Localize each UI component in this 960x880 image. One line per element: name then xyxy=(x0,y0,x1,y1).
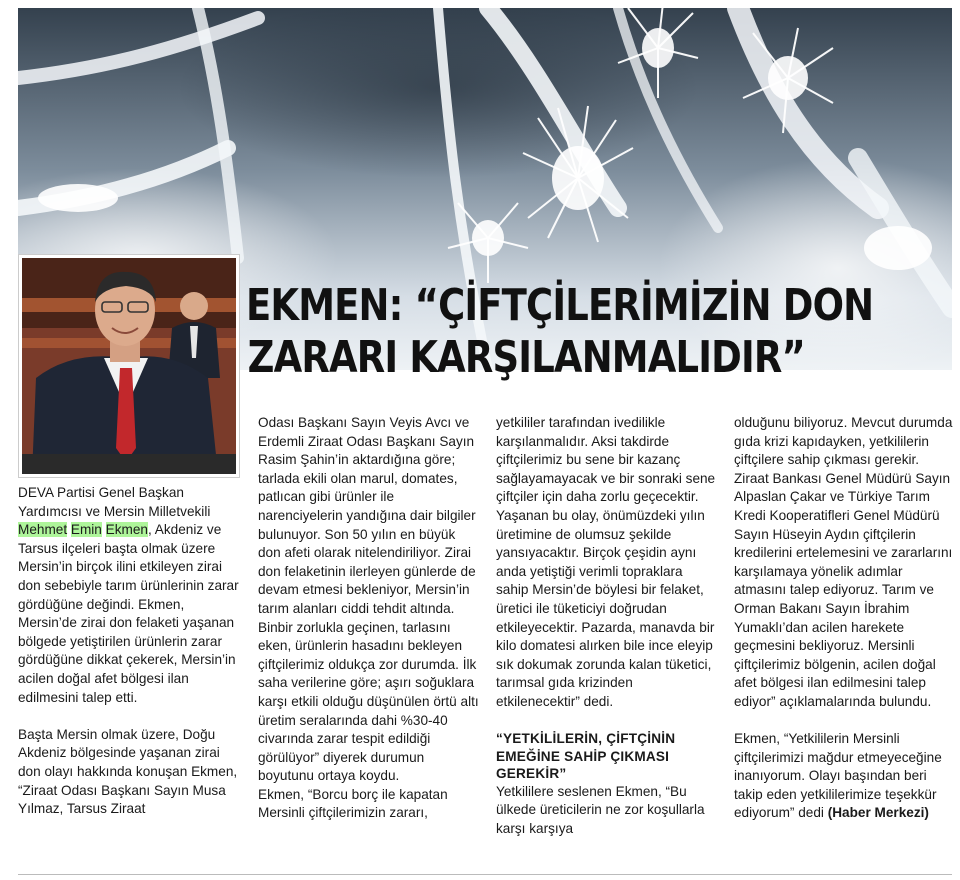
paragraph: Odası Başkanı Sayın Veyis Avcı ve Erdemli Ziraat Odası Başkanı Sayın Rasim Şahin’in aktardığına göre; tarlada ekili olan marul, domates, patlıcan gibi ürünler ile narenciyelerin yandığına dair bilgiler bulunuyor. Son 50 yılın en büyük don afeti olarak nitelendiriliyor. Zirai don felaketinin ilerleyen günlerde de devam etmesi bekleniyor, Mersin’in tarım alanları ciddi tehdit altında. Binbir zorlukla geçinen, tarlasını eken, ürünlerin hasadını bekleyen çiftçilerimiz oldukça zor durumda. İlk saha verilerine göre; aşırı soğuklara karşı etkili olduğu düşünülen örtü altı üretim seralarında dahi %30-40 civarında zarar tespit edildiği görülüyor” diyerek durumun boyutunu ortaya koydu. xyxy=(258,415,479,784)
headline-line-2: ZARARI KARŞILANMALIDIR” xyxy=(247,332,805,383)
politician-portrait-image xyxy=(22,258,236,474)
highlighted-name: Emin xyxy=(70,522,102,538)
paragraph: Yetkililere seslenen Ekmen, “Bu ülkede üreticilerin ne zor koşullarla karşı karşıya xyxy=(496,783,705,837)
paragraph: olduğunu biliyoruz. Mevcut durumda gıda krizi kapıdayken, yetkililerin çiftçilere sahip çıkması gerekir. Ziraat Bankası Genel Müdürü Sayın Alpaslan Çakar ve Türkiye Tarım Kredi Kooperatifleri Genel Müdürü Sayın Hüseyin Aydın çiftçilerin kredilerini ertelemesini ve zararlarını karşılamaya yönelik adımlar atmasını talep ediyoruz. Tarım ve Orman Bakanı Sayın İbrahim Yumaklı’dan acilen harekete geçmesini bekliyoruz. Mersinli çiftçilerimiz bölgenin, acilen doğal afet bölgesi ilan edilmesini talep ediyor” açıklamalarında bulundu. xyxy=(734,415,953,709)
portrait-photo xyxy=(18,254,240,478)
paragraph: DEVA Partisi Genel Başkan Yardımcısı ve Mersin Milletvekili Mehmet Emin Ekmen, Akdeniz ve Tarsus ilçeleri başta olmak üzere Mersin’in birçok ilini etkileyen zirai don sebebiyle tarım ürünlerinin zarar gördüğüne değindi. Ekmen, Mersin’de zirai don felaketi yaşanan bölgede yetiştirilen ürünlerin zarar gördüğüne dikkat çekerek, Mersin’in acilen doğal afet bölgesi ilan edilmesini talep etti. xyxy=(18,485,239,705)
paragraph: yetkililer tarafından ivedilikle karşılanmalıdır. Aksi takdirde çiftçilerimiz bu sene bir kazanç sağlayamayacak ve bir sonraki sene çiftçiler için daha zorlu geçecektir. Yaşanan bu olay, önümüzdeki yılın üretimine de olumsuz şekilde yansıyacaktır. Birçok çeşidin aynı anda yetiştiği verimli topraklara sahip Mersin’de böylesi bir felaket, üretici ile tüketiciyi doğrudan etkileyecektir. Pazarda, manavda bir kilo domatesi alırken bile ince eleyip sık dokumak zorunda kalan tüketici, tarımsal gıda krizinden etkilenecektir” dedi. xyxy=(496,415,716,709)
paragraph: Ekmen, “Yetkililerin Mersinli çiftçilerimizi mağdur etmeyeceğine inanıyorum. Olayı başından beri takip eden yetkililerimize teşekkür ediyorum” dedi (Haber Merkezi) xyxy=(734,731,942,821)
paragraph: Başta Mersin olmak üzere, Doğu Akdeniz bölgesinde yaşanan zirai don olayı hakkında konuşan Ekmen, “Ziraat Odası Başkanı Sayın Musa Yılmaz, Tarsus Ziraat xyxy=(18,726,238,817)
source-credit: (Haber Merkezi) xyxy=(827,805,929,821)
paragraph: Ekmen, “Borcu borç ile kapatan Mersinli çiftçilerimizin zararı, xyxy=(258,786,448,821)
article-column-1 xyxy=(18,484,240,819)
article-column-4 xyxy=(734,414,956,823)
highlighted-name: Mehmet xyxy=(18,522,68,538)
subheading: “YETKİLİLERİN, ÇİFTÇİNİN EMEĞİNE SAHİP ÇIKMASI GEREKİR” xyxy=(496,731,676,782)
article-column-2 xyxy=(258,414,480,823)
headline xyxy=(246,280,874,384)
bottom-rule xyxy=(18,874,952,875)
highlighted-name: Ekmen xyxy=(105,522,148,538)
article-column-3 xyxy=(496,414,718,839)
headline-line-1: EKMEN: “ÇİFTÇİLERİMİZİN DON xyxy=(246,280,874,331)
